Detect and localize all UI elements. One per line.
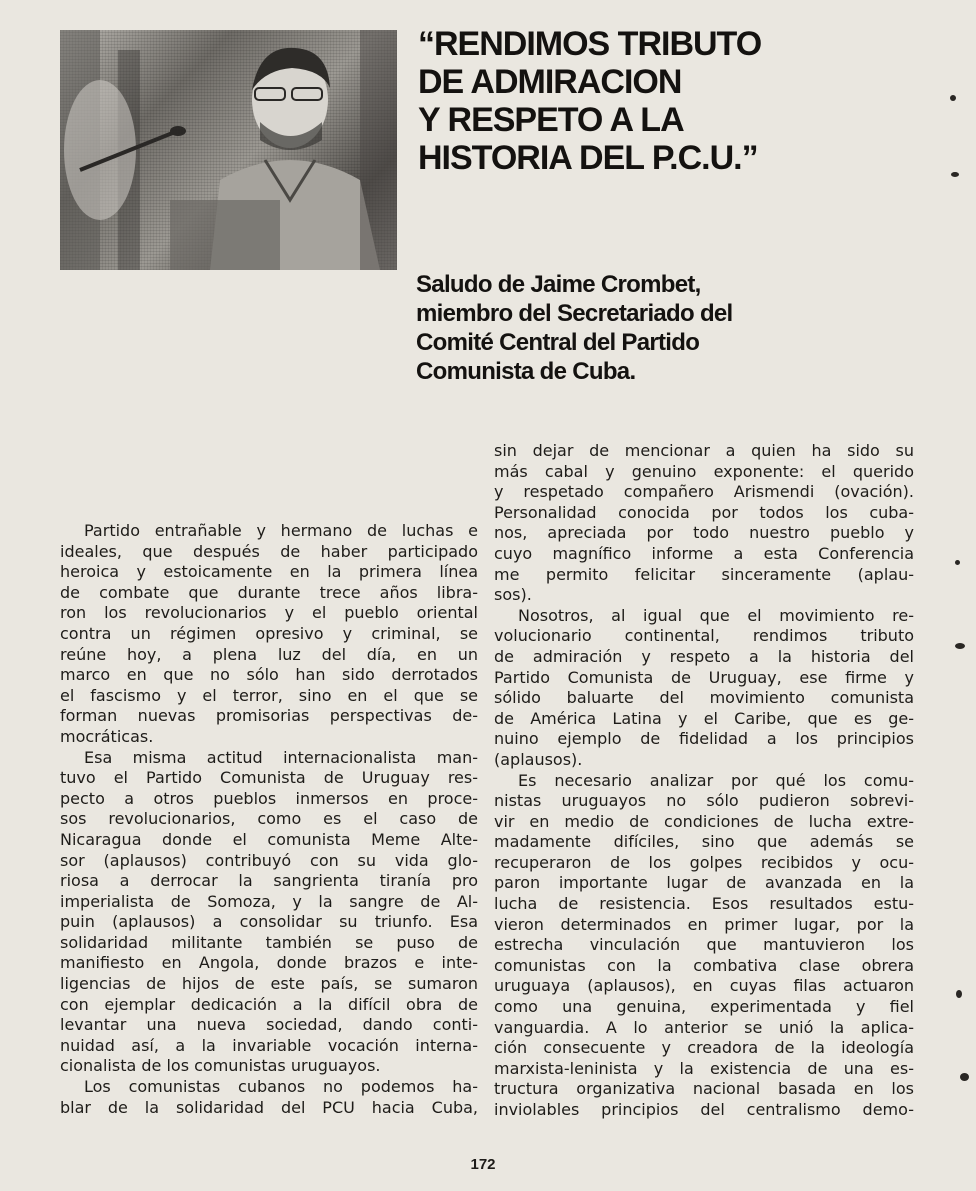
body-text-line: marxista-leninista y la existencia de una es- — [494, 1058, 914, 1078]
body-text-line: heroica y estoicamente en la primera línea — [60, 562, 478, 582]
body-text-line: más cabal y genuino exponente: el querido — [494, 461, 914, 481]
body-text-line: Los comunistas cubanos no podemos ha- — [84, 1077, 478, 1097]
body-text-line: comunistas con la combativa clase obrera — [494, 955, 914, 975]
body-text-line: contra un régimen opresivo y criminal, se — [60, 623, 478, 643]
body-text-line: cuyo magnífico informe a esta Conferencia — [494, 543, 914, 563]
body-column-left — [60, 521, 478, 1118]
speaker-photo — [60, 30, 397, 270]
body-text-line: tuvo el Partido Comunista de Uruguay res- — [60, 768, 478, 788]
body-text-line: Nicaragua donde el comunista Meme Alte- — [60, 829, 478, 849]
body-text-line: paron importante lugar de avanzada en la — [494, 873, 914, 893]
body-text-line: riosa a derrocar la sangrienta tiranía pro — [60, 871, 478, 891]
body-text-line: mocráticas. — [60, 726, 154, 746]
body-text-line: Partido Comunista de Uruguay, ese firme y — [494, 667, 914, 687]
speaker-photo-illustration — [60, 30, 397, 270]
body-text-line: imperialista de Somoza, y la sangre de Al- — [60, 891, 478, 911]
body-text-line: Esa misma actitud internacionalista man- — [84, 747, 478, 767]
body-text-line: marco en que no sólo han sido derrotados — [60, 665, 478, 685]
body-text-line: de admiración y respeto a la historia del — [494, 646, 914, 666]
body-text-line: vieron determinados en primer lugar, por la — [494, 914, 914, 934]
margin-mark — [955, 643, 965, 649]
body-text-line: me permito felicitar sinceramente (aplau- — [494, 564, 914, 584]
body-text-line: nuino ejemplo de fidelidad a los principios — [494, 729, 914, 749]
body-text-line: tructura organizativa nacional basada en los — [494, 1079, 914, 1099]
body-text-line: (aplausos). — [494, 749, 583, 769]
margin-mark — [960, 1073, 969, 1081]
subtitle-line: miembro del Secretariado del — [416, 300, 733, 327]
body-text-line: volucionario continental, rendimos tributo — [494, 626, 914, 646]
body-text-line: forman nuevas promisorias perspectivas de- — [60, 706, 478, 726]
body-text-line: solidaridad militante también se puso de — [60, 932, 478, 952]
margin-mark — [956, 990, 962, 998]
body-text-line: vir en medio de condiciones de lucha extre- — [494, 811, 914, 831]
body-text-line: ligencias de hijos de este país, se sumaron — [60, 974, 478, 994]
body-text-line: lucha de resistencia. Esos resultados estu- — [494, 894, 914, 914]
headline-line: Y RESPETO A LA — [418, 101, 684, 139]
body-text-line: sor (aplausos) contribuyó con su vida glo- — [60, 850, 478, 870]
body-text-line: nos, apreciada por todo nuestro pueblo y — [494, 523, 914, 543]
headline-line: HISTORIA DEL P.C.U.” — [418, 139, 758, 177]
body-text-line: blar de la solidaridad del PCU hacia Cuba, — [60, 1097, 478, 1117]
body-text-line: Personalidad conocida por todos los cuba- — [494, 502, 914, 522]
body-text-line: nuidad así, a la invariable vocación interna- — [60, 1035, 478, 1055]
body-column-right — [494, 441, 914, 1121]
body-text-line: cionalista de los comunistas uruguayos. — [60, 1056, 381, 1076]
body-text-line: y respetado compañero Arismendi (ovación). — [494, 482, 914, 502]
subtitle-line: Comité Central del Partido — [416, 329, 700, 356]
body-text-line: levantar una nueva sociedad, dando conti- — [60, 1015, 478, 1035]
body-text-line: Partido entrañable y hermano de luchas e — [84, 521, 478, 540]
body-text-line: reúne hoy, a plena luz del día, en un — [60, 644, 478, 664]
body-text-line: de América Latina y el Caribe, que es ge- — [494, 708, 914, 728]
body-text-line: sin dejar de mencionar a quien ha sido su — [494, 441, 914, 460]
body-text-line: pecto a otros pueblos inmersos en proce- — [60, 788, 478, 808]
margin-mark — [950, 95, 956, 101]
body-text-line: sos). — [494, 585, 532, 605]
body-text-line: puin (aplausos) a consolidar su triunfo. Esa — [60, 912, 478, 932]
body-text-line: con ejemplar dedicación a la difícil obra de — [60, 994, 478, 1014]
page-number: 172 — [470, 1156, 496, 1173]
body-text-line: estrecha vinculación que mantuvieron los — [494, 935, 914, 955]
body-text-line: sos revolucionarios, como es el caso de — [60, 809, 478, 829]
body-text-line: ron los revolucionarios y el pueblo oriental — [60, 603, 478, 623]
margin-mark — [951, 172, 959, 177]
headline-line: DE ADMIRACION — [418, 63, 682, 101]
article-subtitle — [416, 270, 836, 386]
body-text-line: Nosotros, al igual que el movimiento re- — [518, 605, 914, 625]
body-text-line: como una genuina, experimentada y fiel — [494, 997, 914, 1017]
headline-line: “RENDIMOS TRIBUTO — [418, 25, 762, 63]
body-text-line: nistas uruguayos no sólo pudieron sobrevi- — [494, 791, 914, 811]
body-text-line: sólido baluarte del movimiento comunista — [494, 688, 914, 708]
subtitle-line: Comunista de Cuba. — [416, 358, 636, 385]
margin-mark — [955, 560, 960, 565]
body-text-line: ción consecuente y creadora de la ideología — [494, 1038, 914, 1058]
body-text-line: madamente difíciles, sino que además se — [494, 832, 914, 852]
body-text-line: de combate que durante trece años libra- — [60, 582, 478, 602]
body-text-line: recuperaron de los golpes recibidos y ocu- — [494, 852, 914, 872]
body-text-line: manifiesto en Angola, donde brazos e inte- — [60, 953, 478, 973]
subtitle-line: Saludo de Jaime Crombet, — [416, 271, 701, 298]
body-text-line: inviolables principios del centralismo demo- — [494, 1100, 914, 1119]
body-text-line: vanguardia. A lo anterior se unió la aplica- — [494, 1017, 914, 1037]
body-text-line: Es necesario analizar por qué los comu- — [518, 770, 914, 790]
article-headline — [418, 25, 938, 177]
body-text-line: el fascismo y el terror, sino en el que se — [60, 685, 478, 705]
body-text-line: uruguaya (aplausos), en cuyas filas actuaron — [494, 976, 914, 996]
body-text-line: ideales, que después de haber participado — [60, 541, 478, 561]
